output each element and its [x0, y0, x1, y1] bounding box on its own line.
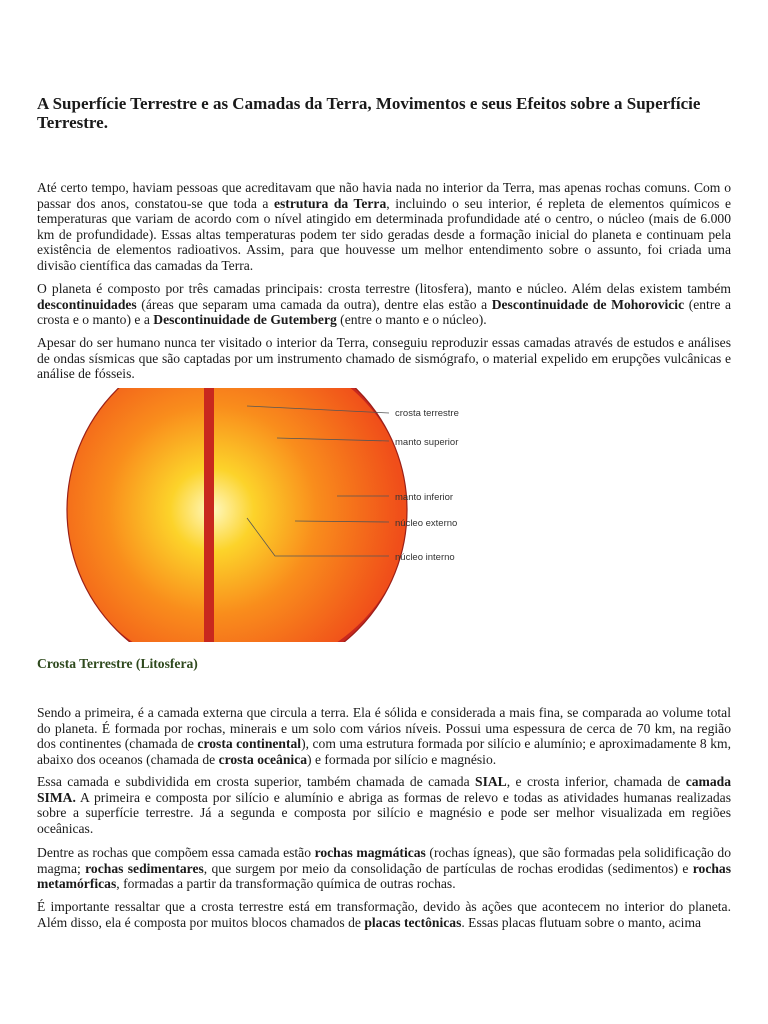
label-nucleo-interno: núcleo interno — [395, 552, 455, 563]
bold-term: rochas sedimentares — [85, 860, 204, 876]
paragraph-text: É importante ressaltar que a crosta terrestre está em transformação, devido às ações que acontecem no interior do planeta. Além disso, ela é composta por muitos blocos chamados de — [37, 899, 731, 930]
bold-term: camada SIMA. — [37, 774, 732, 805]
paragraph-text: . Essas placas flutuam sobre o manto, acima — [461, 914, 702, 930]
bold-term: rochas metamórficas — [37, 860, 731, 892]
paragraph-text: , formadas a partir da transformação química de outras rochas. — [116, 876, 456, 892]
earth-cross-section-illustration — [37, 388, 477, 642]
label-crosta-terrestre: crosta terrestre — [395, 408, 459, 419]
paragraph-crust — [37, 705, 731, 767]
bold-term: descontinuidades — [37, 296, 137, 312]
bold-term: Descontinuidade de Gutemberg — [153, 312, 337, 328]
paragraph-text: , que surgem por meio da consolidação de partículas de rochas erodidas (sedimentos) e — [203, 860, 693, 876]
paragraph-studies — [37, 335, 731, 382]
label-manto-inferior: manto inferior — [395, 492, 454, 503]
paragraph-text: Até certo tempo, haviam pessoas que acreditavam que não havia nada no interior da Terra, mas apenas rochas comuns. Com o passar dos anos, constatou-se que toda a — [37, 180, 731, 211]
bold-term: rochas magmáticas — [314, 845, 426, 860]
section-heading: Crosta Terrestre (Litosfera) — [37, 656, 198, 671]
paragraph-text: Essa camada e subdividida em crosta superior, também chamada de camada — [37, 774, 476, 789]
paragraph-text: ) e formada por silício e magnésio. — [307, 751, 497, 767]
mantle-layers — [57, 388, 413, 642]
paragraph-text: (rochas ígneas), que são formadas pela solidificação do magma; — [37, 845, 731, 876]
label-manto-superior: manto superior — [395, 437, 459, 448]
paragraph-text: (entre a crosta e o manto) e a — [37, 296, 731, 328]
paragraph-text: , e crosta inferior, chamada de — [506, 774, 686, 789]
paragraph-sial-sima — [37, 774, 731, 836]
label-nucleo-externo: núcleo externo — [395, 518, 458, 529]
bold-term: crosta oceânica — [218, 751, 308, 767]
bold-term: SIAL — [475, 774, 507, 789]
paragraph-text: A primeira e composta por silício e alumínio e abriga as formas de relevo e todas as atividades humanas realizadas sobre a superfície terrestre. Já a segunda e composta por silício e magnésio e pode ser melhor visualizada em regiões oceânicas. — [37, 789, 731, 836]
paragraph-text: ), com uma estrutura formada por silício e alumínio; e aproximadamente 8 km, abaixo dos oceanos (chamada de — [37, 736, 731, 767]
paragraph-text: , incluindo o seu interior, é repleta de elementos químicos e temperaturas que variam de acordo com o nível atingido em determinada profundidade até o centro, o núcleo (mais de 6.000 km de profundidade). Essas altas temperaturas podem ter sido geradas desde a formação inicial do planeta e continuam pela existência de elementos radioativos. Assim, para que houvesse um melhor entendimento sobre o assunto, foi criada uma divisão científica das camadas da Terra. — [37, 195, 731, 273]
paragraph-tectonic — [37, 899, 731, 930]
bold-term: estrutura da Terra — [273, 195, 387, 211]
bold-term: placas tectônicas — [364, 914, 462, 930]
paragraph-text: Dentre as rochas que compõem essa camada estão — [37, 845, 315, 860]
bold-term: crosta continental — [197, 736, 302, 752]
paragraph-rocks — [37, 845, 731, 892]
bold-term: Descontinuidade de Mohorovicic — [491, 296, 685, 312]
earth-layers-figure — [37, 388, 477, 642]
paragraph-text: (áreas que separam uma camada da outra), dentre elas estão a — [136, 296, 492, 312]
paragraph-text: (entre o manto e o núcleo). — [336, 312, 487, 328]
paragraph-text: Apesar do ser humano nunca ter visitado o interior da Terra, conseguiu reproduzir essas camadas através de estudos e análises de ondas sísmicas que são captadas por um instrumento chamado de sismógrafo, o material expelido em erupções vulcânicas e análise de fósseis. — [37, 335, 731, 382]
document-title: A Superfície Terrestre e as Camadas da Terra, Movimentos e seus Efeitos sobre a Superfície Terrestre. — [37, 94, 701, 132]
paragraph-layers — [37, 281, 731, 328]
paragraph-intro — [37, 180, 731, 274]
paragraph-text: O planeta é composto por três camadas principais: crosta terrestre (litosfera), manto e núcleo. Além delas existem também — [37, 281, 731, 296]
paragraph-text: Sendo a primeira, é a camada externa que circula a terra. Ela é sólida e considerada a mais fina, se comparada ao volume total do planeta. É formada por rochas, minerais e um solo com vários níveis. Possui uma espessura de cerca de 70 km, na região dos continentes (chamada de — [37, 705, 731, 752]
